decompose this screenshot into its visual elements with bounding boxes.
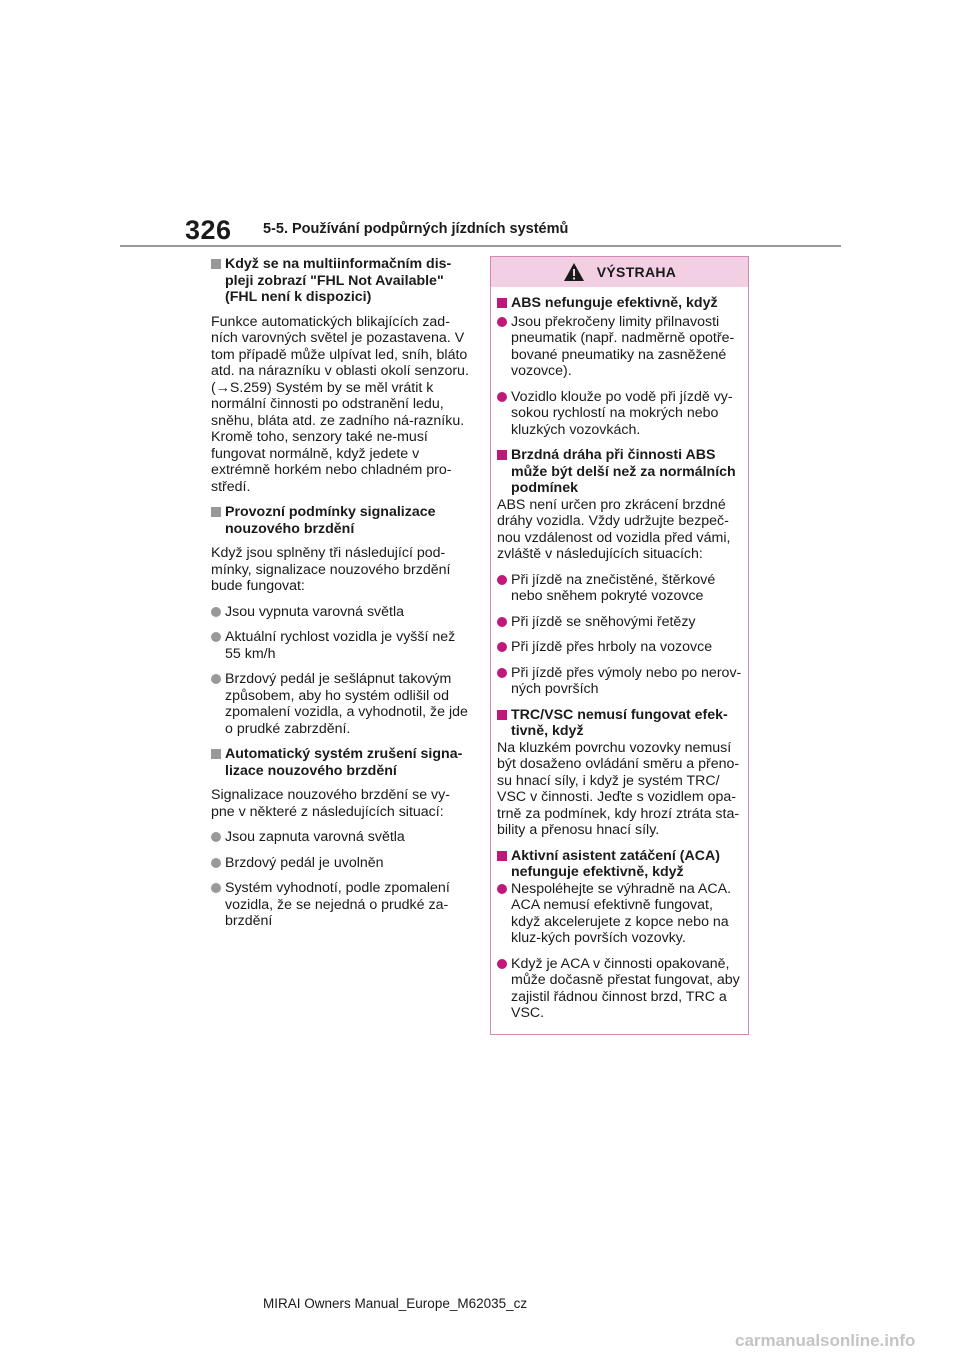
left-column: [211, 256, 473, 939]
square-bullet-icon: [497, 851, 507, 861]
list-item: [211, 604, 473, 621]
trc-heading-text: TRC/VSC nemusí fungovat efek-tivně, když: [511, 706, 728, 739]
list-item: [211, 855, 473, 872]
list-item-text: Jsou vypnuta varovná světla: [225, 603, 405, 620]
square-bullet-icon: [211, 507, 221, 517]
square-bullet-icon: [211, 749, 221, 759]
list-item: [497, 314, 744, 380]
braking-heading-text: Brzdná dráha při činnosti ABS může být delší než za normálních podmínek: [511, 447, 736, 496]
abs-heading: [497, 295, 744, 312]
operating-heading: [211, 504, 473, 537]
list-item: [497, 665, 744, 698]
operating-heading-text: Provozní podmínky signalizace nouzového brzdění: [225, 504, 436, 537]
section-title: 5-5. Používání podpůrných jízdních systémů: [263, 221, 569, 237]
auto-cancel-text: Signalizace nouzového brzdění se vy-pne v některé z následujících situací:: [211, 787, 450, 820]
list-item-text: Jsou zapnuta varovná světla: [225, 829, 405, 845]
fhl-heading-text: Když se na multiinformačním dis-pleji zobrazí "FHL Not Available" (FHL není k dispozici): [225, 256, 452, 305]
aca-heading-text: Aktivní asistent zatáčení (ACA) nefunguje efektivně, když: [511, 847, 720, 880]
auto-cancel-heading: [211, 746, 473, 779]
list-item-text: Při jízdě se sněhovými řetězy: [511, 613, 696, 630]
list-item: [497, 572, 744, 605]
circle-bullet-icon: [497, 668, 507, 678]
page-number: 326: [185, 215, 232, 245]
header-divider: [120, 245, 841, 247]
trc-heading: [497, 707, 744, 740]
warning-body: [491, 287, 748, 1022]
list-item: [211, 671, 473, 737]
circle-bullet-icon: [211, 883, 221, 893]
list-item: [497, 389, 744, 439]
aca-heading: [497, 848, 744, 881]
list-item-text: Systém vyhodnotí, podle zpomalení vozidla, že se nejedná o prudké za-brzdění: [225, 880, 450, 929]
trc-text: Na kluzkém povrchu vozovky nemusí být dosaženo ovládání směru a přeno-su hnací síly, i když je systém TRC/ VSC v činnosti. Jeďte s vozidlem opa-trně za podmínek, kdy hrozí ztráta sta-bility a přenosu hnací síly.: [497, 739, 740, 838]
warning-box: [490, 256, 749, 1035]
square-bullet-icon: [211, 259, 221, 269]
list-item: [497, 956, 744, 1022]
list-item-text: Při jízdě přes výmoly nebo po nerov-ných površích: [511, 664, 742, 697]
square-bullet-icon: [497, 450, 507, 460]
circle-bullet-icon: [211, 632, 221, 642]
list-item: [211, 880, 473, 930]
circle-bullet-icon: [497, 317, 507, 327]
auto-cancel-heading-text: Automatický systém zrušení signa-lizace nouzového brzdění: [225, 746, 463, 779]
square-bullet-icon: [497, 298, 507, 308]
list-item: [211, 629, 473, 662]
circle-bullet-icon: [497, 617, 507, 627]
list-item-text: Vozidlo klouže po vodě při jízdě vy-sokou rychlostí na mokrých nebo kluzkých vozovkách.: [511, 388, 733, 438]
braking-heading: [497, 447, 744, 497]
list-item-text: Při jízdě na znečistěné, štěrkové nebo sněhem pokryté vozovce: [511, 571, 716, 604]
operating-text: Když jsou splněny tři následující pod-mínky, signalizace nouzového brzdění bude fungovat:: [211, 545, 451, 594]
list-item: [211, 829, 473, 846]
warning-triangle-icon: [563, 262, 585, 282]
list-item-text: Nespoléhejte se výhradně na ACA. ACA nemusí efektivně fungovat, když akcelerujete z kopce nebo na kluz-kých površích vozovky.: [511, 880, 732, 946]
list-item-text: Aktuální rychlost vozidla je vyšší než 55 km/h: [225, 629, 456, 662]
circle-bullet-icon: [497, 575, 507, 585]
circle-bullet-icon: [211, 674, 221, 684]
circle-bullet-icon: [497, 884, 507, 894]
braking-text: ABS není určen pro zkrácení brzdné dráhy vozidla. Vždy udržujte bezpeč-nou vzdálenost od vozidla před vámi, zvláště v následujících situacích:: [497, 496, 731, 562]
list-item-text: Brzdový pedál je uvolněn: [225, 854, 384, 871]
list-item-text: Při jízdě přes hrboly na vozovce: [511, 639, 713, 655]
list-item-text: Brzdový pedál je sešlápnut takovým způsobem, aby ho systém odlišil od zpomalení vozidla, a vyhodnotil, že jde o prudké zabrzdění.: [225, 671, 468, 737]
abs-heading-text: ABS nefunguje efektivně, když: [511, 295, 718, 311]
square-bullet-icon: [497, 710, 507, 720]
circle-bullet-icon: [497, 642, 507, 652]
list-item: [497, 639, 744, 656]
fhl-heading: [211, 256, 473, 306]
warning-title: VÝSTRAHA: [596, 264, 677, 280]
manual-footer: MIRAI Owners Manual_Europe_M62035_cz: [263, 1296, 528, 1311]
list-item-text: Když je ACA v činnosti opakovaně, může dočasně přestat fungovat, aby zajistil řádnou činnost brzd, TRC a VSC.: [511, 955, 740, 1021]
circle-bullet-icon: [211, 607, 221, 617]
circle-bullet-icon: [497, 959, 507, 969]
circle-bullet-icon: [211, 832, 221, 842]
circle-bullet-icon: [211, 858, 221, 868]
list-item-text: Jsou překročeny limity přilnavosti pneumatik (např. nadměrně opotře-bované pneumatiky na zasněžené vozovce).: [511, 313, 735, 379]
warning-header: [491, 257, 748, 287]
circle-bullet-icon: [497, 392, 507, 402]
fhl-text: Funkce automatických blikajících zad-ních varovných světel je pozastavena. V tom případě může ulpívat led, sníh, bláto atd. na nárazníku v oblasti okolí senzoru. (→S.259) Systém by se měl vrátit k normální činnosti po odstranění ledu, sněhu, bláta atd. ze zadního ná-razníku. Kromě toho, senzory také ne-musí fungovat normálně, když jedete v extrémně horkém nebo chladném pro-středí.: [211, 313, 469, 495]
list-item: [497, 881, 744, 947]
watermark-text: carmanualsonline.info: [735, 1331, 916, 1350]
list-item: [497, 614, 744, 631]
